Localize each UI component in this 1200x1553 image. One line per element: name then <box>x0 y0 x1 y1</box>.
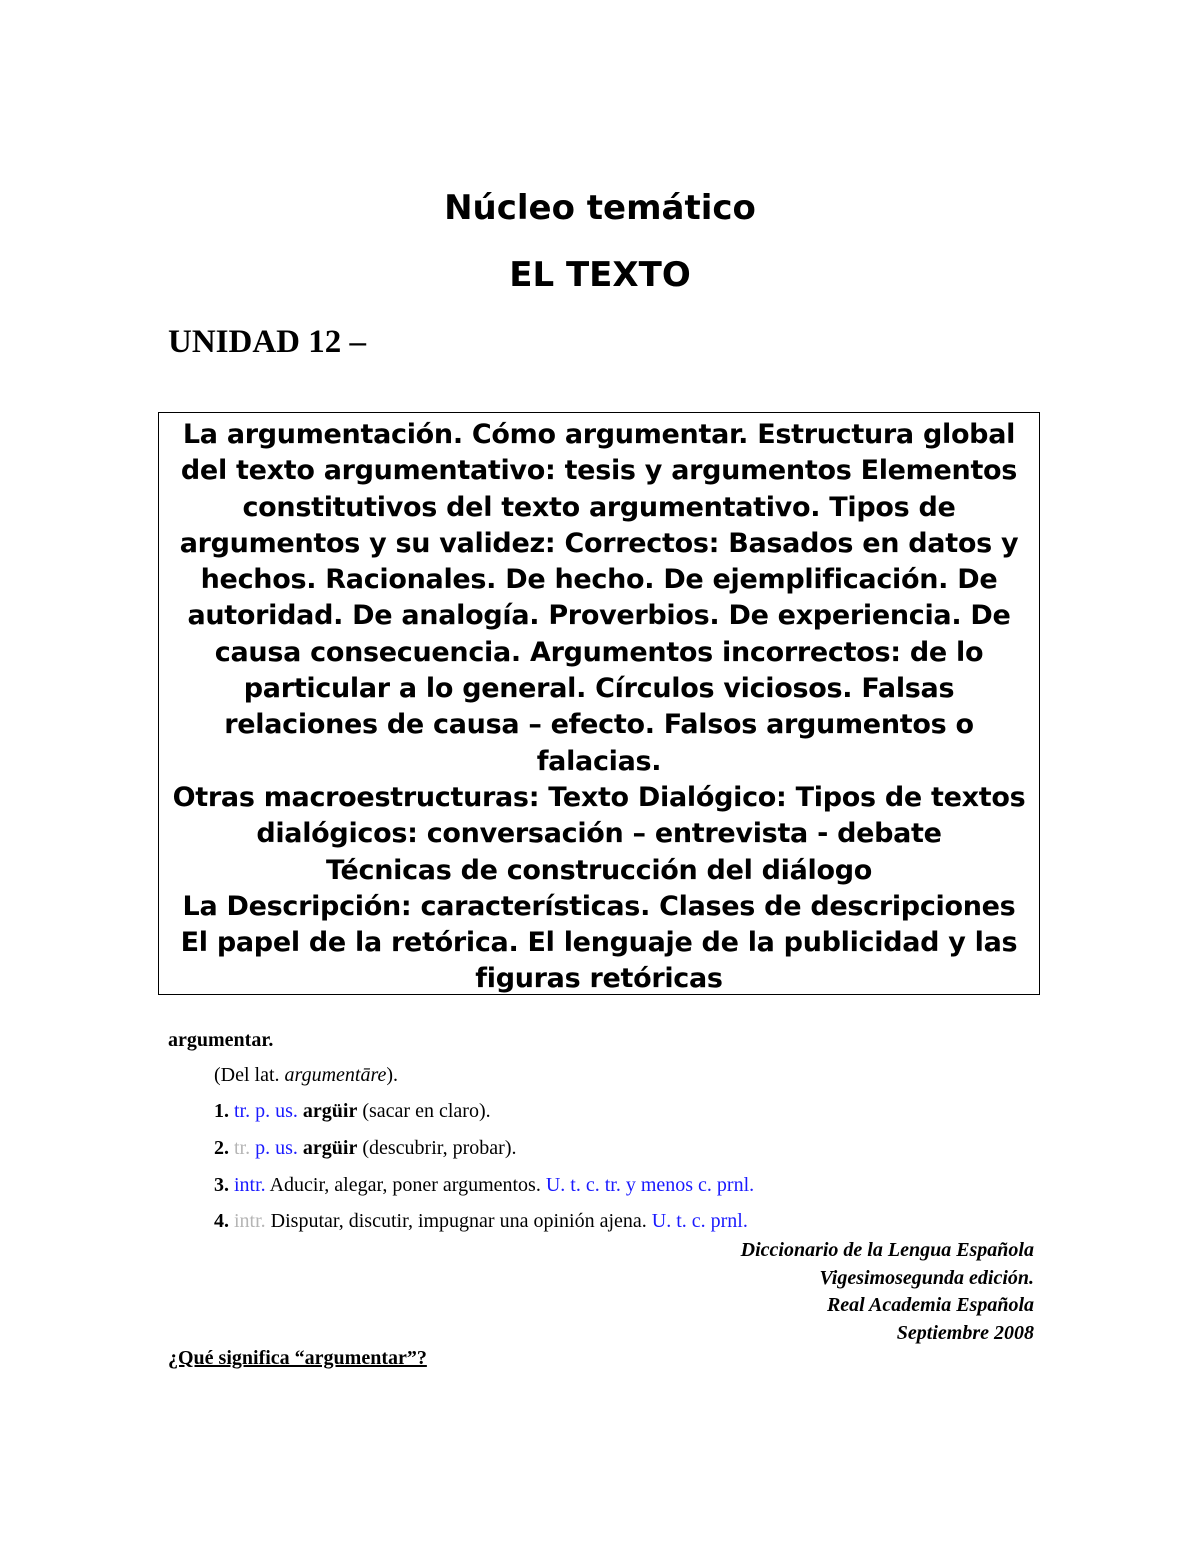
topics-line: argumentos y su validez: Correctos: Basados en datos y <box>179 527 1019 559</box>
etymology <box>214 1064 398 1087</box>
citation-line: Diccionario de la Lengua Española <box>740 1239 1034 1261</box>
dictionary-entry <box>168 1026 755 1232</box>
usage-note-link[interactable]: U. t. c. tr. y menos c. prnl. <box>545 1174 755 1196</box>
sense-number: 4. <box>214 1210 229 1232</box>
abbr-link[interactable]: p. us. <box>255 1137 298 1159</box>
abbr-link[interactable]: p. us. <box>255 1100 298 1122</box>
sense-text: Disputar, discutir, impugnar una opinión ajena. <box>265 1210 652 1232</box>
topics-line: La Descripción: características. Clases de descripciones <box>182 890 1016 922</box>
citation <box>741 1237 1034 1347</box>
sense-3 <box>214 1174 754 1197</box>
sense-number: 2. <box>214 1137 229 1159</box>
citation-line: Septiembre 2008 <box>896 1321 1034 1344</box>
topics-line: La argumentación. Cómo argumentar. Estructura global <box>182 419 1016 450</box>
sense-text: Aducir, alegar, poner argumentos. <box>265 1174 546 1196</box>
topics-line: causa consecuencia. Argumentos incorrectos: de lo <box>214 636 984 668</box>
topics-line: Técnicas de construcción del diálogo <box>325 854 873 886</box>
sense-2 <box>214 1137 517 1160</box>
topics-line: El papel de la retórica. El lenguaje de la publicidad y las <box>180 927 1018 959</box>
topics-line: constitutivos del texto argumentativo. Tipos de <box>242 491 956 523</box>
etymology-word: argumentāre <box>284 1064 387 1086</box>
sense-number: 1. <box>214 1100 229 1122</box>
page-title: Núcleo temático <box>444 188 756 228</box>
unit-heading: UNIDAD 12 – <box>168 324 366 360</box>
etymology-prefix: (Del lat. <box>214 1064 285 1086</box>
topics-line: falacias. <box>536 745 662 777</box>
sense-1 <box>214 1100 491 1123</box>
citation-line: Real Academia Española <box>826 1294 1034 1316</box>
sense-number: 3. <box>214 1174 229 1196</box>
sense-text: (sacar en claro). <box>357 1100 491 1122</box>
dictionary-headword: argumentar. <box>168 1029 274 1051</box>
topics-line: figuras retóricas <box>475 963 723 995</box>
topics-line: relaciones de causa – efecto. Falsos argumentos o <box>224 709 974 741</box>
sense-word: argüir <box>302 1137 358 1159</box>
topics-line: hechos. Racionales. De hecho. De ejemplificación. De <box>200 564 998 596</box>
abbr-link[interactable]: intr. <box>234 1174 266 1196</box>
citation-line: Vigesimosegunda edición. <box>819 1266 1034 1289</box>
usage-note-link[interactable]: U. t. c. prnl. <box>651 1210 748 1232</box>
question-heading: ¿Qué significa “argumentar”? <box>168 1347 427 1369</box>
sense-word: argüir <box>302 1100 358 1122</box>
sense-4 <box>214 1210 748 1233</box>
topics-box <box>158 412 1040 995</box>
topics-line: autoridad. De analogía. Proverbios. De experiencia. De <box>187 600 1011 632</box>
topics-line: particular a lo general. Círculos viciosos. Falsas <box>243 673 955 705</box>
sense-text: (descubrir, probar). <box>357 1137 517 1159</box>
topics-line: dialógicos: conversación – entrevista - debate <box>256 818 942 850</box>
etymology-suffix: ). <box>386 1064 399 1086</box>
abbr-muted: intr. <box>234 1210 266 1232</box>
abbr-link[interactable]: tr. <box>234 1100 251 1122</box>
topics-line: Otras macroestructuras: Texto Dialógico: Tipos de textos <box>172 781 1026 813</box>
abbr-muted: tr. <box>234 1137 251 1159</box>
page-subtitle: EL TEXTO <box>509 255 691 295</box>
topics-line: del texto argumentativo: tesis y argumentos Elementos <box>180 455 1018 487</box>
